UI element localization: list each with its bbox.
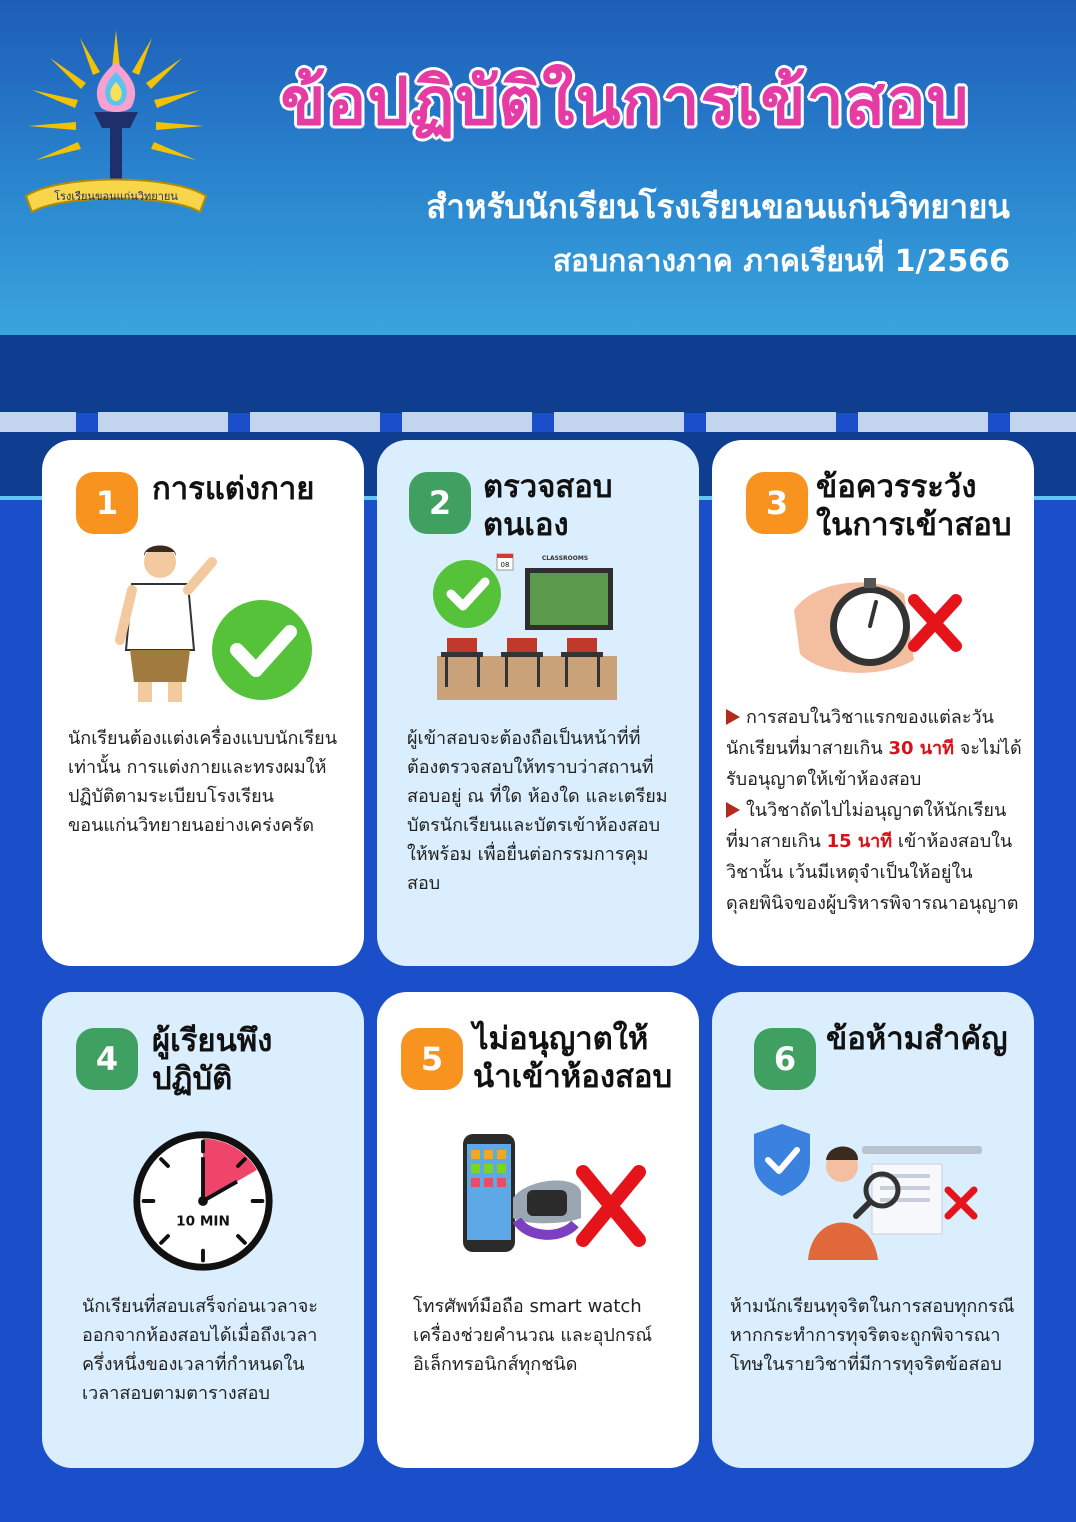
card-body: นักเรียนต้องแต่งเครื่องแบบนักเรียนเท่านั้น การแต่งกายและทรงผมให้ปฏิบัติตามระเบียบโรงเรียนขอนแก่นวิทยายนอย่างเคร่งครัด xyxy=(68,728,338,836)
card-number: 5 xyxy=(401,1028,463,1090)
classroom-label: CLASSROOMS xyxy=(541,555,589,562)
card-title-line2: ในการเข้าสอบ xyxy=(816,507,1012,543)
bullet2-text: ในวิชาถัดไปไม่อนุญาตให้นักเรียนที่มาสายเกิน xyxy=(726,800,1007,852)
exam-term: สอบกลางภาค ภาคเรียนที่ 1/2566 xyxy=(552,244,1010,279)
bullet2-text-end: เข้าห้องสอบในวิชานั้น เว้นมีเหตุจำเป็นให้อยู่ในดุลยพินิจของผู้บริหารพิจารณาอนุญาต xyxy=(726,831,1019,914)
card-body: ห้ามนักเรียนทุจริตในการสอบทุกกรณี หากกระทำการทุจริตจะถูกพิจารณาโทษในรายวิชาที่มีการทุจริตข้อสอบ xyxy=(730,1296,1015,1375)
stopwatch-cross-icon xyxy=(784,570,974,680)
card-title-line2: ปฏิบัติ xyxy=(152,1061,233,1097)
card-self-check xyxy=(377,440,699,966)
card-title-line1: ผู้เรียนพึง xyxy=(152,1023,273,1059)
clock-10-min-icon xyxy=(130,1128,276,1274)
card-student-conduct xyxy=(42,992,364,1468)
school-logo-icon xyxy=(20,28,212,220)
card-number: 1 xyxy=(76,472,138,534)
bullet-arrow-icon xyxy=(726,802,740,818)
bullet1-text: การสอบในวิชาแรกของแต่ละวัน นักเรียนที่มาสายเกิน xyxy=(726,707,994,759)
card-body: นักเรียนที่สอบเสร็จก่อนเวลาจะออกจากห้องสอบได้เมื่อถึงเวลาครึ่งหนึ่งของเวลาที่กำหนดในเวลาสอบตามตารางสอบ xyxy=(82,1296,318,1404)
card-body xyxy=(726,702,1026,919)
card-number: 3 xyxy=(746,472,808,534)
header-band xyxy=(0,335,1076,413)
card-title-line2: ตนเอง xyxy=(483,507,569,543)
card-title-line1: ข้อควรระวัง xyxy=(816,469,977,505)
card-title: ข้อห้ามสำคัญ xyxy=(826,1021,1008,1057)
card-dress-code xyxy=(42,440,364,966)
card-title: การแต่งกาย xyxy=(152,471,315,507)
card-exam-warnings xyxy=(712,440,1034,966)
bullet2-highlight: 15 นาที xyxy=(826,831,893,852)
classroom-checkmark-icon xyxy=(427,552,627,702)
card-body: โทรศัพท์มือถือ smart watch เครื่องช่วยคำนวณ และอุปกรณ์อิเล็กทรอนิกส์ทุกชนิด xyxy=(413,1296,653,1375)
card-number: 4 xyxy=(76,1028,138,1090)
card-title-line2: นำเข้าห้องสอบ xyxy=(473,1059,673,1095)
card-title-line1: ตรวจสอบ xyxy=(483,469,613,505)
decorative-dashes xyxy=(0,412,1076,434)
header xyxy=(0,0,1076,335)
page-title: ข้อปฏิบัติในการเข้าสอบ xyxy=(280,63,970,140)
logo-text: โรงเรียนขอนแก่นวิทยายน xyxy=(54,190,178,203)
calendar-day: 08 xyxy=(500,561,510,569)
card-number: 6 xyxy=(754,1028,816,1090)
bullet-arrow-icon xyxy=(726,709,740,725)
page-subtitle: สำหรับนักเรียนโรงเรียนขอนแก่นวิทยายน xyxy=(426,187,1010,226)
card-prohibited-items xyxy=(377,992,699,1468)
bullet1-highlight: 30 นาที xyxy=(888,738,955,759)
student-uniform-checkmark-icon xyxy=(82,540,322,710)
clock-label: 10 MIN xyxy=(176,1213,230,1230)
card-title-line1: ไม่อนุญาตให้ xyxy=(473,1021,649,1057)
card-number: 2 xyxy=(409,472,471,534)
shield-inspector-cross-icon xyxy=(752,1120,992,1260)
card-key-prohibitions xyxy=(712,992,1034,1468)
bullet1-text-end: จะไม่ได้รับอนุญาตให้เข้าห้องสอบ xyxy=(726,738,1022,790)
card-body: ผู้เข้าสอบจะต้องถือเป็นหน้าที่ที่ต้องตรวจสอบให้ทราบว่าสถานที่สอบอยู่ ณ ที่ใด ห้องใด และเตรียมบัตรนักเรียนและบัตรเข้าห้องสอบให้พร้อม เพื่อยื่นต่อกรรมการคุมสอบ xyxy=(407,728,668,894)
phone-watch-cross-icon xyxy=(457,1128,647,1258)
